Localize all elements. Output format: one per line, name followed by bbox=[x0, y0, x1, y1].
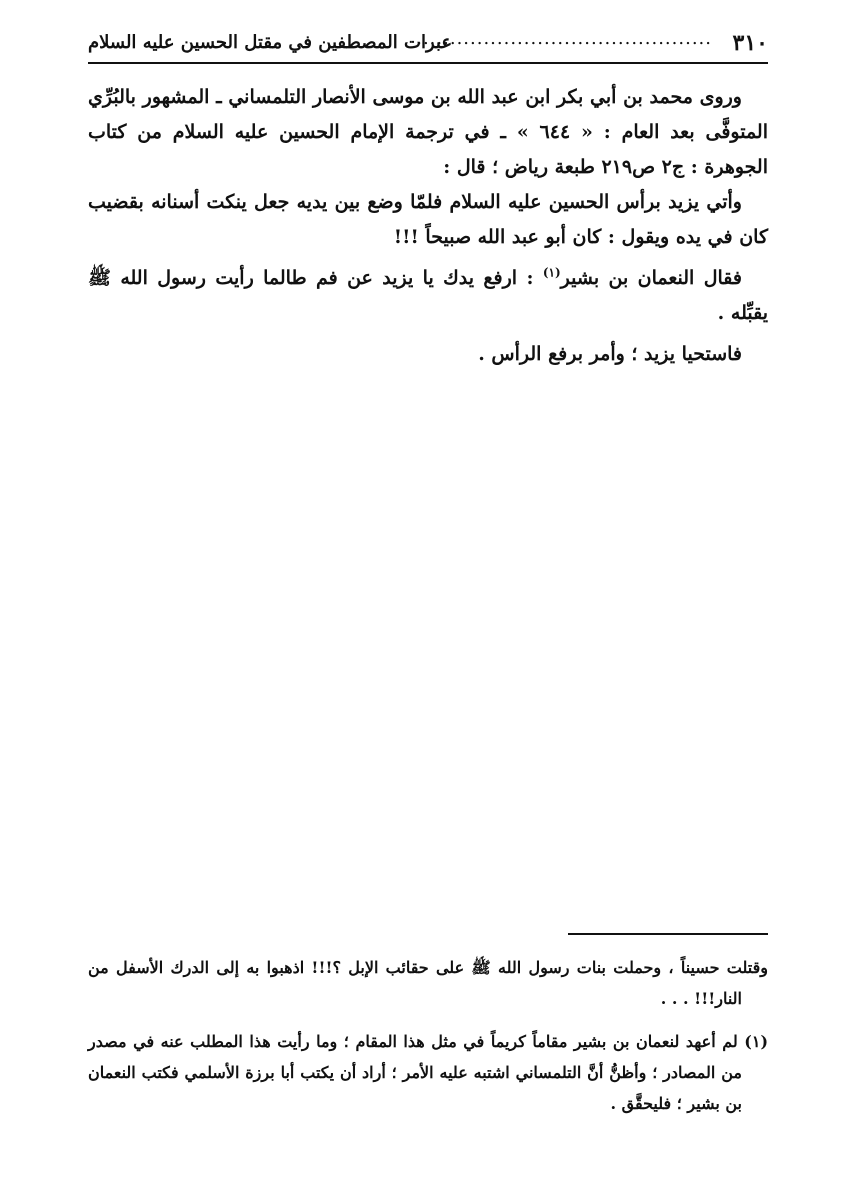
footnotes bbox=[88, 952, 768, 1119]
footnote-1 bbox=[88, 1026, 768, 1119]
line: (١) لم أعهد لنعمان بن بشير مقاماً كريماً في مثل هذا المقام ؛ وما رأيت هذا المطلب عنه في مصدر bbox=[88, 1032, 769, 1051]
paragraph-numan-speech bbox=[88, 261, 768, 331]
line: فقال النعمان بن بشير bbox=[560, 267, 742, 289]
footnote-separator bbox=[568, 933, 768, 935]
header-book-title: عبرات المصطفين في مقتل الحسين عليه السلام bbox=[88, 32, 453, 53]
line: بقضيب كان في يده ويقول : كان أبو عبد الله صبيحاً !!! bbox=[88, 191, 768, 248]
line: النعمان بن بشير ؛ فليحقَّق . bbox=[88, 1063, 742, 1113]
line: الجوهرة : ج٢ ص٢١٩ طبعة رياض ؛ قال : bbox=[443, 156, 768, 178]
paragraph-conclusion bbox=[88, 337, 768, 372]
line: من المصادر ؛ وأظنُّ أنَّ التلمساني اشتبه عليه الأمر ؛ أراد أن يكتب أبا برزة الأسلمي فكتب bbox=[141, 1063, 742, 1082]
page-number: ٣١٠ bbox=[732, 30, 768, 56]
line: فاستحيا يزيد ؛ وأمر برفع الرأس . bbox=[478, 343, 742, 365]
line: : ارفع يدك يا يزيد عن فم طالما رأيت رسول الله ﷺ bbox=[88, 267, 543, 289]
running-header bbox=[88, 26, 768, 64]
line: وأتي يزيد برأس الحسين عليه السلام فلمّا وضع بين يديه جعل ينكت أسنانه bbox=[151, 191, 742, 213]
line: وروى محمد بن أبي بكر ابن عبد الله بن موسى الأنصار التلمساني ـ المشهور bbox=[142, 86, 742, 108]
main-text bbox=[88, 80, 768, 372]
line: وقتلت حسيناً ، وحملت بنات رسول الله ﷺ على حقائب الإبل ؟!!! اذهبوا به إلى الدرك الأسفل bbox=[116, 958, 769, 977]
paragraph-narration bbox=[88, 80, 768, 185]
footnote-continuation bbox=[88, 952, 768, 1014]
header-leader-dots: ............................................ bbox=[416, 28, 712, 49]
line: يقبِّله . bbox=[717, 302, 768, 324]
line: بالبُرِّي المتوفَّى بعد العام : « ٦٤٤ » ـ في ترجمة الإمام الحسين عليه السلام من كتاب bbox=[88, 86, 768, 143]
paragraph-head-brought bbox=[88, 185, 768, 255]
line: من النار!!! . . . bbox=[88, 958, 742, 1008]
footnote-reference: (١) bbox=[542, 265, 561, 280]
